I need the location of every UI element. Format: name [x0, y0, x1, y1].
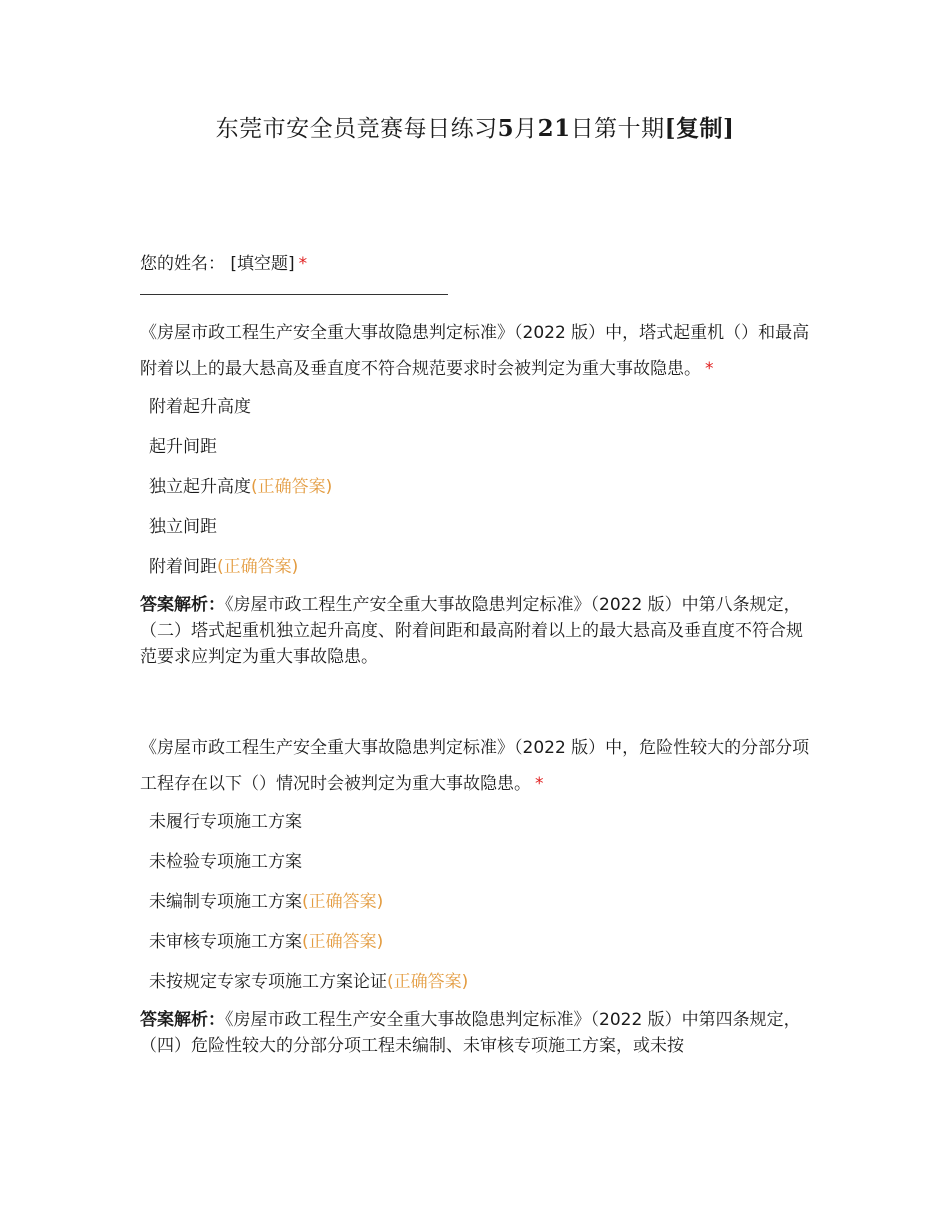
required-mark: *: [705, 359, 714, 379]
question-text: 《房屋市政工程生产安全重大事故隐患判定标准》（2022 版）中，塔式起重机（）和最高附着以上的最大悬高及垂直度不符合规范要求时会被判定为重大事故隐患。 *: [140, 323, 810, 379]
correct-answer-tag: (正确答案): [387, 972, 469, 992]
correct-answer-tag: (正确答案): [302, 892, 384, 912]
question-2: [140, 730, 815, 1059]
answer-analysis: 答案解析：《房屋市政工程生产安全重大事故隐患判定标准》（2022 版）中第八条规定，（二）塔式起重机独立起升高度、附着间距和最高附着以上的最大悬高及垂直度不符合规范要求应判定为重大事故隐患。: [140, 595, 803, 667]
correct-answer-tag: (正确答案): [302, 932, 384, 952]
option-item[interactable]: 未编制专项施工方案(正确答案): [149, 892, 384, 912]
option-item[interactable]: 独立起升高度(正确答案): [149, 477, 333, 497]
option-item[interactable]: 起升间距: [149, 437, 217, 457]
correct-answer-tag: (正确答案): [251, 477, 333, 497]
question-1: [140, 315, 815, 670]
name-answer-line[interactable]: [140, 294, 448, 295]
answer-analysis: 答案解析：《房屋市政工程生产安全重大事故隐患判定标准》（2022 版）中第四条规定，（四）危险性较大的分部分项工程未编制、未审核专项施工方案，或未按: [140, 1010, 801, 1056]
page-title: 东莞市安全员竞赛每日练习5月21日第十期[复制]: [215, 115, 735, 142]
option-item[interactable]: 未审核专项施工方案(正确答案): [149, 932, 384, 952]
question-type-tag: [填空题]: [230, 254, 295, 274]
correct-answer-tag: (正确答案): [217, 557, 299, 577]
option-item[interactable]: 附着起升高度: [149, 397, 251, 417]
question-text: 《房屋市政工程生产安全重大事故隐患判定标准》（2022 版）中，危险性较大的分部分项工程存在以下（）情况时会被判定为重大事故隐患。 *: [140, 738, 810, 794]
name-question-label: 您的姓名： [填空题] *: [140, 254, 308, 274]
name-question: [140, 250, 815, 295]
required-mark: *: [535, 774, 544, 794]
survey-content: [140, 250, 815, 1059]
option-item[interactable]: 未检验专项施工方案: [149, 852, 302, 872]
option-item[interactable]: 独立间距: [149, 517, 217, 537]
required-mark: *: [298, 254, 308, 274]
option-item[interactable]: 未按规定专家专项施工方案论证(正确答案): [149, 972, 469, 992]
option-item[interactable]: 附着间距(正确答案): [149, 557, 299, 577]
option-item[interactable]: 未履行专项施工方案: [149, 812, 302, 832]
